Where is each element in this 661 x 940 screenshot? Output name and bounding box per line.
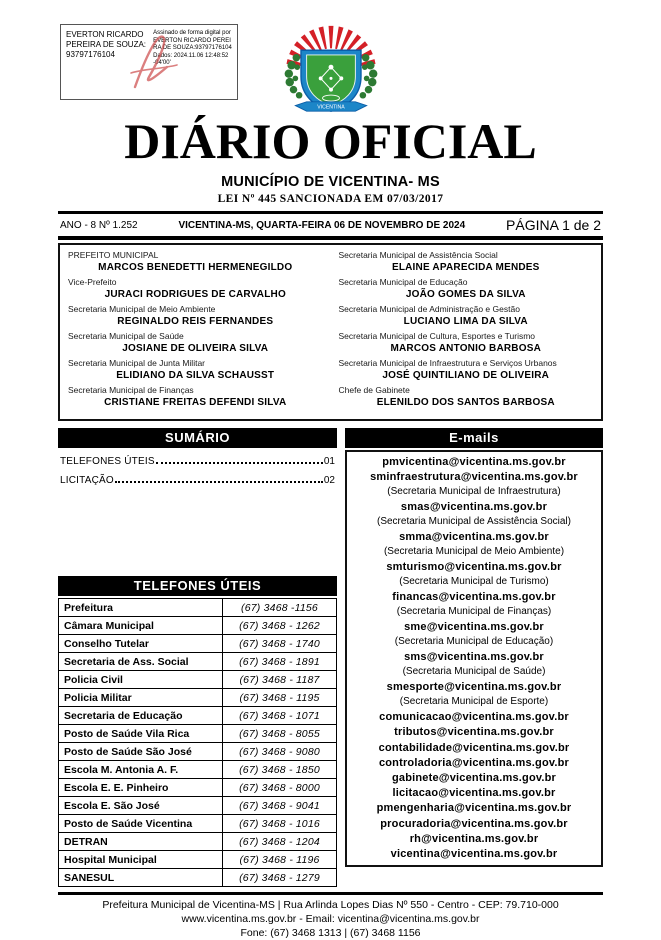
official-entry — [339, 357, 594, 383]
email-address: smas@vicentina.ms.gov.br — [400, 501, 548, 514]
phone-entity-name: SANESUL — [59, 869, 223, 887]
phone-row — [59, 815, 337, 833]
official-entry — [339, 276, 594, 302]
signature-details: Assinado de forma digital por EVERTON RICARDO PEREIRA DE SOUZA:93797176104 Dados: 2024.11.06 12:48:52 -04'00' — [153, 30, 232, 67]
left-column — [58, 428, 337, 887]
official-role: Secretaria Municipal de Educação — [338, 277, 468, 287]
email-address: comunicacao@vicentina.ms.gov.br — [379, 711, 569, 724]
official-entry — [68, 303, 323, 329]
emails-list — [345, 450, 603, 867]
officials-column-right — [339, 249, 594, 411]
official-name: JOÃO GOMES DA SILVA — [405, 289, 526, 300]
email-department-note: (Secretaria Municipal de Finanças) — [396, 606, 552, 618]
official-entry — [68, 330, 323, 356]
footer-website: www.vicentina.ms.gov.br - Email: vicentina@vicentina.ms.gov.br — [181, 913, 480, 925]
official-role: Secretaria Municipal de Cultura, Esportes e Turismo — [338, 331, 536, 341]
email-department-note: (Secretaria Municipal de Turismo) — [399, 576, 549, 588]
official-role: Secretaria Municipal de Junta Militar — [68, 358, 206, 368]
official-role: Secretaria Municipal de Administração e Gestão — [338, 304, 520, 314]
email-address: smesporte@vicentina.ms.gov.br — [386, 681, 562, 694]
phone-row — [59, 761, 337, 779]
phone-row — [59, 779, 337, 797]
official-entry — [339, 249, 594, 275]
phone-number: (67) 3468 - 1850 — [223, 761, 337, 779]
phone-row — [59, 743, 337, 761]
summary-item — [60, 471, 335, 490]
date-line: VICENTINA-MS, QUARTA-FEIRA 06 DE NOVEMBRO DE 2024 — [178, 219, 466, 231]
edition-number: ANO - 8 Nº 1.252 — [60, 219, 138, 231]
phone-row — [59, 689, 337, 707]
official-name: ELIDIANO DA SILVA SCHAUSST — [116, 370, 275, 381]
official-role: Secretaria Municipal de Meio Ambiente — [68, 304, 216, 314]
email-address: smturismo@vicentina.ms.gov.br — [386, 561, 562, 574]
official-role: Secretaria Municipal de Infraestrutura e Serviços Urbanos — [338, 358, 557, 368]
email-department-note: (Secretaria Municipal de Assistência Social) — [377, 516, 571, 528]
summary-dot-leader — [156, 462, 323, 464]
phone-entity-name: Prefeitura — [59, 599, 223, 617]
phone-number: (67) 3468 - 8055 — [223, 725, 337, 743]
phone-row — [59, 869, 337, 887]
phone-row — [59, 833, 337, 851]
phone-row — [59, 797, 337, 815]
phone-number: (67) 3468 - 1187 — [223, 671, 337, 689]
official-role: Secretaria Municipal de Finanças — [68, 385, 194, 395]
phone-row — [59, 653, 337, 671]
summary-item-label: LICITAÇÃO — [60, 475, 114, 486]
phone-number: (67) 3468 - 1016 — [223, 815, 337, 833]
official-role: Chefe de Gabinete — [338, 385, 410, 395]
signature-signer: EVERTON RICARDO PEREIRA DE SOUZA:93797176104 — [66, 30, 147, 59]
emails-header: E-mails — [345, 428, 603, 448]
email-address: financas@vicentina.ms.gov.br — [392, 591, 556, 604]
email-address: contabilidade@vicentina.ms.gov.br — [378, 741, 570, 754]
summary-item-label: TELEFONES ÚTEIS — [60, 456, 155, 467]
official-name: JOSÉ QUINTILIANO DE OLIVEIRA — [382, 370, 550, 381]
summary-item-page: 02 — [323, 475, 335, 486]
phone-number: (67) 3468 - 9041 — [223, 797, 337, 815]
page-indicator: PÁGINA 1 de 2 — [506, 217, 601, 233]
footer-address: Prefeitura Municipal de Vicentina-MS | Rua Arlinda Lopes Dias Nº 550 - Centro - CEP: 79.710-000 — [102, 899, 559, 911]
phones-table — [58, 598, 337, 887]
phones-header: TELEFONES ÚTEIS — [58, 576, 337, 596]
phone-entity-name: Escola E. E. Pinheiro — [59, 779, 223, 797]
summary-dot-leader — [115, 481, 323, 483]
email-department-note: (Secretaria Municipal de Infraestrutura) — [387, 486, 561, 498]
phone-number: (67) 3468 - 1195 — [223, 689, 337, 707]
official-role: PREFEITO MUNICIPAL — [68, 250, 159, 260]
phone-number: (67) 3468 - 9080 — [223, 743, 337, 761]
phone-number: (67) 3468 - 1891 — [223, 653, 337, 671]
phone-number: (67) 3468 - 1740 — [223, 635, 337, 653]
coat-of-arms-icon — [272, 24, 390, 114]
divider-rule — [58, 236, 603, 240]
email-department-note: (Secretaria Municipal de Educação) — [394, 636, 554, 648]
email-address: tributos@vicentina.ms.gov.br — [394, 726, 554, 739]
masthead-top — [58, 24, 603, 114]
phone-entity-name: Conselho Tutelar — [59, 635, 223, 653]
gazette-title: DIÁRIO OFICIAL — [124, 113, 537, 169]
phone-entity-name: Hospital Municipal — [59, 851, 223, 869]
official-entry — [339, 330, 594, 356]
phone-entity-name: Posto de Saúde Vila Rica — [59, 725, 223, 743]
email-address: vicentina@vicentina.ms.gov.br — [390, 848, 558, 861]
email-address: controladoria@vicentina.ms.gov.br — [378, 756, 570, 769]
phone-entity-name: Escola E. São José — [59, 797, 223, 815]
summary-header: SUMÁRIO — [58, 428, 337, 448]
phone-number: (67) 3468 - 8000 — [223, 779, 337, 797]
summary-item-page: 01 — [323, 456, 335, 467]
phone-entity-name: Posto de Saúde Vicentina — [59, 815, 223, 833]
email-address: smma@vicentina.ms.gov.br — [399, 531, 549, 544]
official-entry — [68, 276, 323, 302]
summary-list — [58, 448, 337, 490]
email-department-note: (Secretaria Municipal de Saúde) — [402, 666, 546, 678]
phone-row — [59, 725, 337, 743]
right-column — [345, 428, 603, 887]
email-address: sminfraestrutura@vicentina.ms.gov.br — [370, 471, 578, 484]
crest-ribbon-label: VICENTINA — [316, 104, 345, 111]
phone-entity-name: Escola M. Antonia A. F. — [59, 761, 223, 779]
phone-number: (67) 3468 - 1279 — [223, 869, 337, 887]
phone-number: (67) 3468 - 1196 — [223, 851, 337, 869]
official-entry — [339, 303, 594, 329]
phone-row — [59, 851, 337, 869]
official-entry — [68, 249, 323, 275]
phone-row — [59, 617, 337, 635]
official-role: Vice-Prefeito — [68, 277, 117, 287]
email-department-note: (Secretaria Municipal de Meio Ambiente) — [383, 546, 565, 558]
officials-column-left — [68, 249, 323, 411]
phone-entity-name: Posto de Saúde São José — [59, 743, 223, 761]
official-name: CRISTIANE FREITAS DEFENDI SILVA — [104, 397, 287, 408]
phone-number: (67) 3468 - 1262 — [223, 617, 337, 635]
email-address: procuradoria@vicentina.ms.gov.br — [380, 817, 568, 830]
footer — [58, 898, 603, 940]
official-name: JURACI RODRIGUES DE CARVALHO — [104, 289, 286, 300]
phone-entity-name: Câmara Municipal — [59, 617, 223, 635]
phone-number: (67) 3468 -1156 — [223, 599, 337, 617]
phone-row — [59, 599, 337, 617]
official-name: JOSIANE DE OLIVEIRA SILVA — [122, 343, 269, 354]
phone-row — [59, 707, 337, 725]
edition-info-bar — [58, 214, 603, 236]
footer-phone: Fone: (67) 3468 1313 | (67) 3468 1156 — [240, 927, 421, 939]
official-entry — [68, 357, 323, 383]
official-name: MARCOS ANTONIO BARBOSA — [390, 343, 541, 354]
official-name: ELAINE APARECIDA MENDES — [391, 262, 540, 273]
officials-box — [58, 243, 603, 421]
law-line: LEI Nº 445 SANCIONADA EM 07/03/2017 — [217, 193, 444, 205]
email-department-note: (Secretaria Municipal de Esporte) — [399, 696, 549, 708]
email-address: licitacao@vicentina.ms.gov.br — [392, 787, 556, 800]
footer-rule — [58, 892, 603, 895]
phone-row — [59, 671, 337, 689]
official-name: MARCOS BENEDETTI HERMENEGILDO — [98, 262, 293, 273]
official-entry — [339, 384, 594, 410]
official-entry — [68, 384, 323, 410]
email-address: sms@vicentina.ms.gov.br — [404, 651, 544, 664]
email-address: sme@vicentina.ms.gov.br — [404, 621, 544, 634]
official-name: ELENILDO DOS SANTOS BARBOSA — [376, 397, 555, 408]
phone-entity-name: Secretaria de Educação — [59, 707, 223, 725]
phone-number: (67) 3468 - 1204 — [223, 833, 337, 851]
municipality-line: MUNICÍPIO DE VICENTINA- MS — [221, 174, 440, 190]
body-columns — [58, 428, 603, 887]
phone-entity-name: Policia Militar — [59, 689, 223, 707]
official-name: LUCIANO LIMA DA SILVA — [403, 316, 528, 327]
phone-entity-name: Policia Civil — [59, 671, 223, 689]
email-address: rh@vicentina.ms.gov.br — [409, 832, 539, 845]
summary-item — [60, 452, 335, 471]
phone-entity-name: Secretaria de Ass. Social — [59, 653, 223, 671]
official-name: REGINALDO REIS FERNANDES — [117, 316, 274, 327]
digital-signature-stamp — [60, 24, 238, 100]
email-address: gabinete@vicentina.ms.gov.br — [391, 772, 557, 785]
phone-row — [59, 635, 337, 653]
phone-number: (67) 3468 - 1071 — [223, 707, 337, 725]
official-role: Secretaria Municipal de Saúde — [68, 331, 184, 341]
email-address: pmengenharia@vicentina.ms.gov.br — [376, 802, 572, 815]
email-address: pmvicentina@vicentina.ms.gov.br — [382, 456, 566, 468]
phone-entity-name: DETRAN — [59, 833, 223, 851]
official-role: Secretaria Municipal de Assistência Social — [338, 250, 498, 260]
